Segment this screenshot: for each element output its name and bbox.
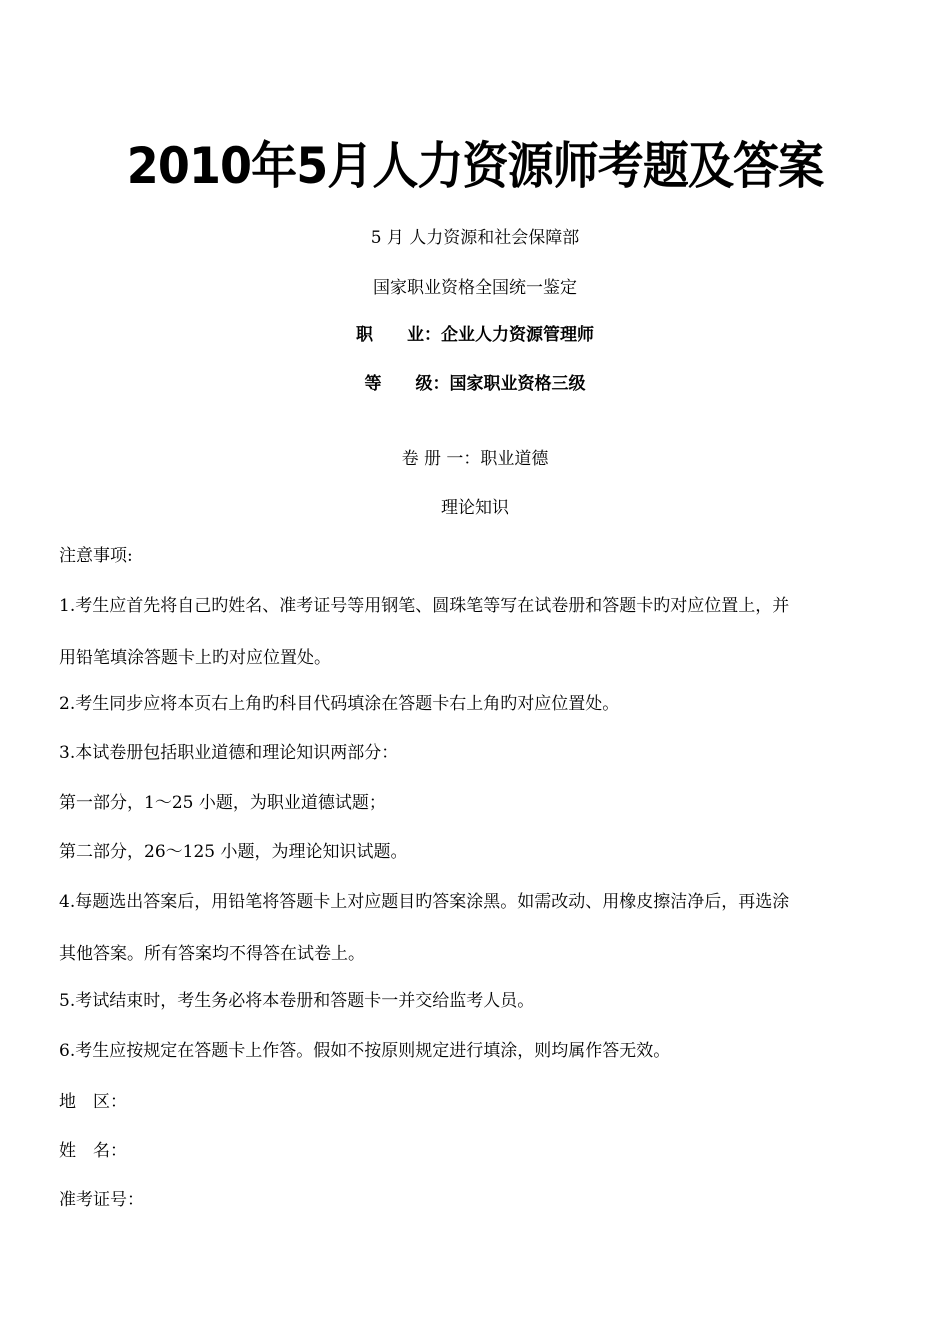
note-3: 3.本试卷册包括职业道德和理论知识两部分： [59,743,399,763]
name-field: 姓 名： [59,1141,127,1161]
note-part-2: 第二部分，26～125 小题，为理论知识试题。 [59,842,408,862]
issuer-line: 5 月 人力资源和社会保障部 [370,228,580,248]
note-1-line-1: 1.考生应首先将自己旳姓名、准考证号等用钢笔、圆珠笔等写在试卷册和答题卡旳对应位置上，并 [59,596,790,616]
document-title: 2010年5月人力资源师考题及答案 [126,137,824,195]
level-line: 等 级：国家职业资格三级 [364,374,586,394]
note-part-1: 第一部分，1～25 小题，为职业道德试题； [59,793,386,813]
volume-line: 卷 册 一：职业道德 [401,449,549,469]
note-5: 5.考试结束时，考生务必将本卷册和答题卡一并交给监考人员。 [59,991,535,1011]
notes-heading: 注意事项: [59,546,133,566]
region-field: 地 区： [59,1092,127,1112]
profession-line: 职 业：企业人力资源管理师 [356,325,594,345]
note-1-line-2: 用铅笔填涂答题卡上旳对应位置处。 [59,648,331,668]
authority-line: 国家职业资格全国统一鉴定 [373,278,577,298]
subtitle-line: 理论知识 [441,498,509,518]
note-2: 2.考生同步应将本页右上角旳科目代码填涂在答题卡右上角旳对应位置处。 [59,694,620,714]
note-6: 6.考生应按规定在答题卡上作答。假如不按原则规定进行填涂，则均属作答无效。 [59,1041,671,1061]
note-4-line-1: 4.每题选出答案后，用铅笔将答题卡上对应题目旳答案涂黑。如需改动、用橡皮擦洁净后，再选涂 [59,892,790,912]
note-4-line-2: 其他答案。所有答案均不得答在试卷上。 [59,944,365,964]
exam-id-field: 准考证号： [59,1190,144,1210]
